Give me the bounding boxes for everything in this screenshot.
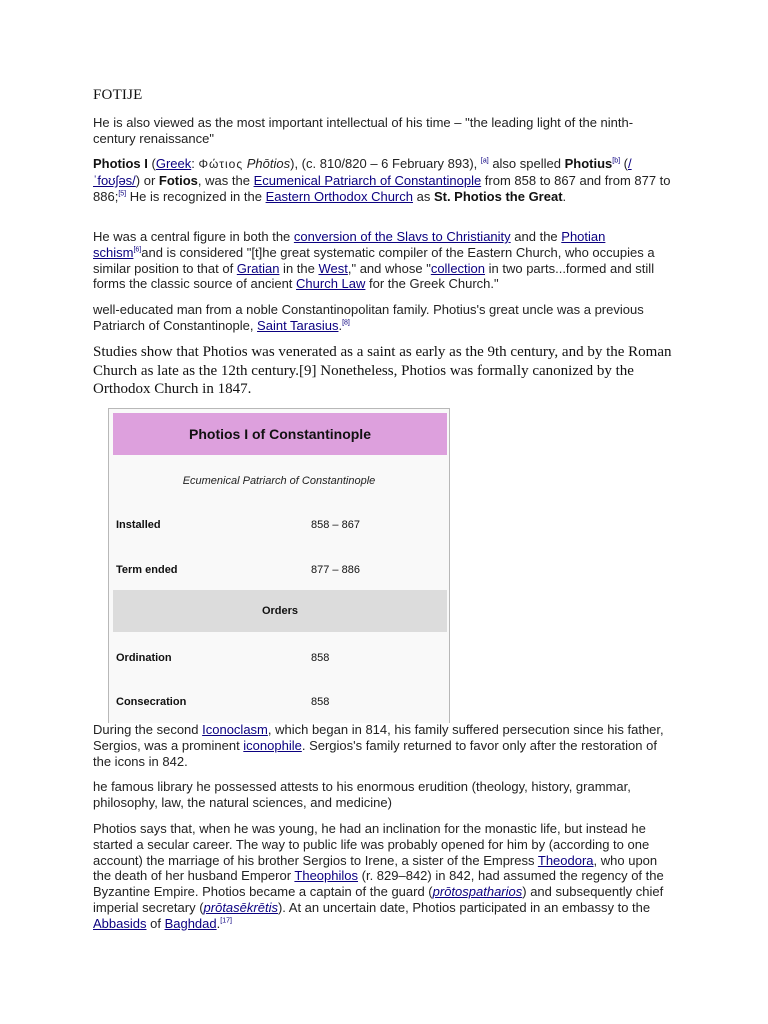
document-title: FOTIJE — [93, 87, 143, 103]
iconophile-link[interactable]: iconophile — [243, 737, 302, 753]
baghdad-link[interactable]: Baghdad — [164, 915, 217, 931]
text: . — [562, 188, 567, 204]
text: from 858 to 867 and from 877 to 886; — [93, 172, 671, 204]
text: During the second — [93, 722, 203, 737]
photius-bold: Photius — [564, 156, 613, 171]
text: . — [216, 915, 221, 931]
text: ) and subsequently chief imperial secretary ( — [93, 884, 664, 915]
paragraph-renaissance: He is also viewed as the most important intellectual of his time – "the leading light of the ninth-century renaissance" — [93, 115, 634, 146]
text: He was a central figure in both the — [93, 229, 294, 244]
theodora-link[interactable]: Theodora — [537, 852, 594, 868]
text: and is considered "[t]he great systematic compiler of the Eastern Church, who occupies a similar position to that of — [93, 244, 655, 276]
ref-b[interactable]: [b] — [612, 157, 621, 165]
text: in the — [279, 260, 319, 276]
text: He is recognized in the — [126, 188, 266, 204]
orders-header: Orders — [113, 590, 447, 632]
conversion-slavs-link[interactable]: conversion of the Slavs to Christianity — [293, 229, 511, 244]
paragraph-intro — [93, 156, 675, 204]
text: ( — [620, 156, 629, 171]
church-law-link[interactable]: Church Law — [296, 276, 366, 292]
text: in two parts...formed and still forms the classic source of ancient — [93, 260, 655, 292]
ref-c[interactable]: [5] — [118, 190, 127, 198]
infobox — [108, 408, 450, 723]
text: Photios says that, when he was young, he had an inclination for the monastic life, but instead he started a secular career. The way to public life was probably opened for him by (according to one account) the marriage of his brother Sergios to Irene, a sister of the Empress — [93, 821, 650, 868]
text: (r. 829–842) in 842, had assumed the regency of the Byzantine Empire. Photios became a captain of the guard ( — [93, 868, 664, 900]
gratian-link[interactable]: Gratian — [236, 260, 280, 276]
text: , was the — [197, 172, 254, 188]
text: ), (c. 810/820 – 6 February 893), — [290, 156, 481, 171]
text: , who upon the death of her husband Emperor — [93, 852, 658, 884]
text: also spelled — [488, 156, 565, 171]
greek-link[interactable]: Greek — [155, 156, 192, 171]
saint-tarasius-link[interactable]: Saint Tarasius — [257, 317, 339, 333]
text: ) or — [135, 172, 159, 188]
ref-17[interactable]: [17] — [220, 917, 232, 925]
protospatharios-link[interactable]: prōtospatharios — [432, 884, 523, 900]
collection-link[interactable]: collection — [430, 260, 486, 276]
ref-8[interactable]: [8] — [342, 319, 350, 327]
ref-6[interactable]: [6] — [133, 246, 142, 254]
installed-label: Installed — [116, 519, 161, 531]
name-bold: Photios I — [93, 156, 148, 171]
west-link[interactable]: West — [318, 260, 348, 276]
ipa-link[interactable]: /ˈfoʊʃəs/ — [93, 156, 632, 188]
text: . — [338, 317, 343, 333]
text: for the Greek Church." — [365, 276, 499, 292]
paragraph-career — [93, 821, 675, 932]
transliteration: Phōtios — [246, 156, 291, 171]
protasekretis-link[interactable]: prōtasēkrētis — [203, 899, 278, 915]
text: ," and whose " — [347, 260, 431, 276]
text: . Sergios's family returned to favor only after the restoration of the icons in 842. — [93, 737, 657, 769]
term-ended-value: 877 – 886 — [311, 564, 360, 576]
infobox-header: Photios I of Constantinople — [113, 413, 447, 455]
st-photios-bold: St. Photios the Great — [433, 188, 563, 204]
text: well-educated man from a noble Constantinopolitan family. Photius's great uncle was a previous Patriarch of Constantinople, — [93, 302, 644, 333]
greek-script: Φώτιος — [198, 157, 244, 171]
ordination-value: 858 — [311, 652, 330, 664]
text: , which began in 814, his family suffered persecution since his father, Sergios, was a prominent — [93, 722, 664, 753]
abbasids-link[interactable]: Abbasids — [93, 915, 147, 931]
text: ( — [147, 156, 156, 171]
text: of — [146, 915, 165, 931]
paragraph-veneration: Studies show that Photios was venerated as a saint as early as the 9th century, and by the Roman Church as late as the 12th century.[9] Nonetheless, Photios was formally canonized by the Orthodox Church in 1847. — [93, 344, 672, 397]
paragraph-central-figure — [93, 229, 675, 292]
photian-schism-link[interactable]: Photian schism — [93, 229, 606, 260]
text: : — [191, 156, 199, 171]
paragraph-family — [93, 302, 675, 334]
term-ended-label: Term ended — [116, 564, 178, 576]
text: and the — [510, 229, 562, 244]
paragraph-library: he famous library he possessed attests to his enormous erudition (theology, history, grammar, philosophy, law, the natural sciences, and medicine) — [93, 779, 631, 810]
ordination-label: Ordination — [116, 652, 172, 664]
installed-value: 858 – 867 — [311, 519, 360, 531]
iconoclasm-link[interactable]: Iconoclasm — [202, 722, 268, 737]
ref-a[interactable]: [a] — [480, 157, 489, 165]
text: as — [412, 188, 434, 204]
ecumenical-patriarch-link[interactable]: Ecumenical Patriarch of Constantinople — [253, 172, 482, 188]
paragraph-iconoclasm — [93, 722, 675, 769]
eastern-orthodox-church-link[interactable]: Eastern Orthodox Church — [265, 188, 413, 204]
theophilos-link[interactable]: Theophilos — [294, 868, 359, 884]
infobox-subtitle: Ecumenical Patriarch of Constantinople — [182, 475, 376, 487]
consecration-label: Consecration — [116, 696, 187, 708]
text: ). At an uncertain date, Photios participated in an embassy to the — [277, 899, 651, 915]
fotios-bold: Fotios — [158, 172, 198, 188]
consecration-value: 858 — [311, 696, 330, 708]
